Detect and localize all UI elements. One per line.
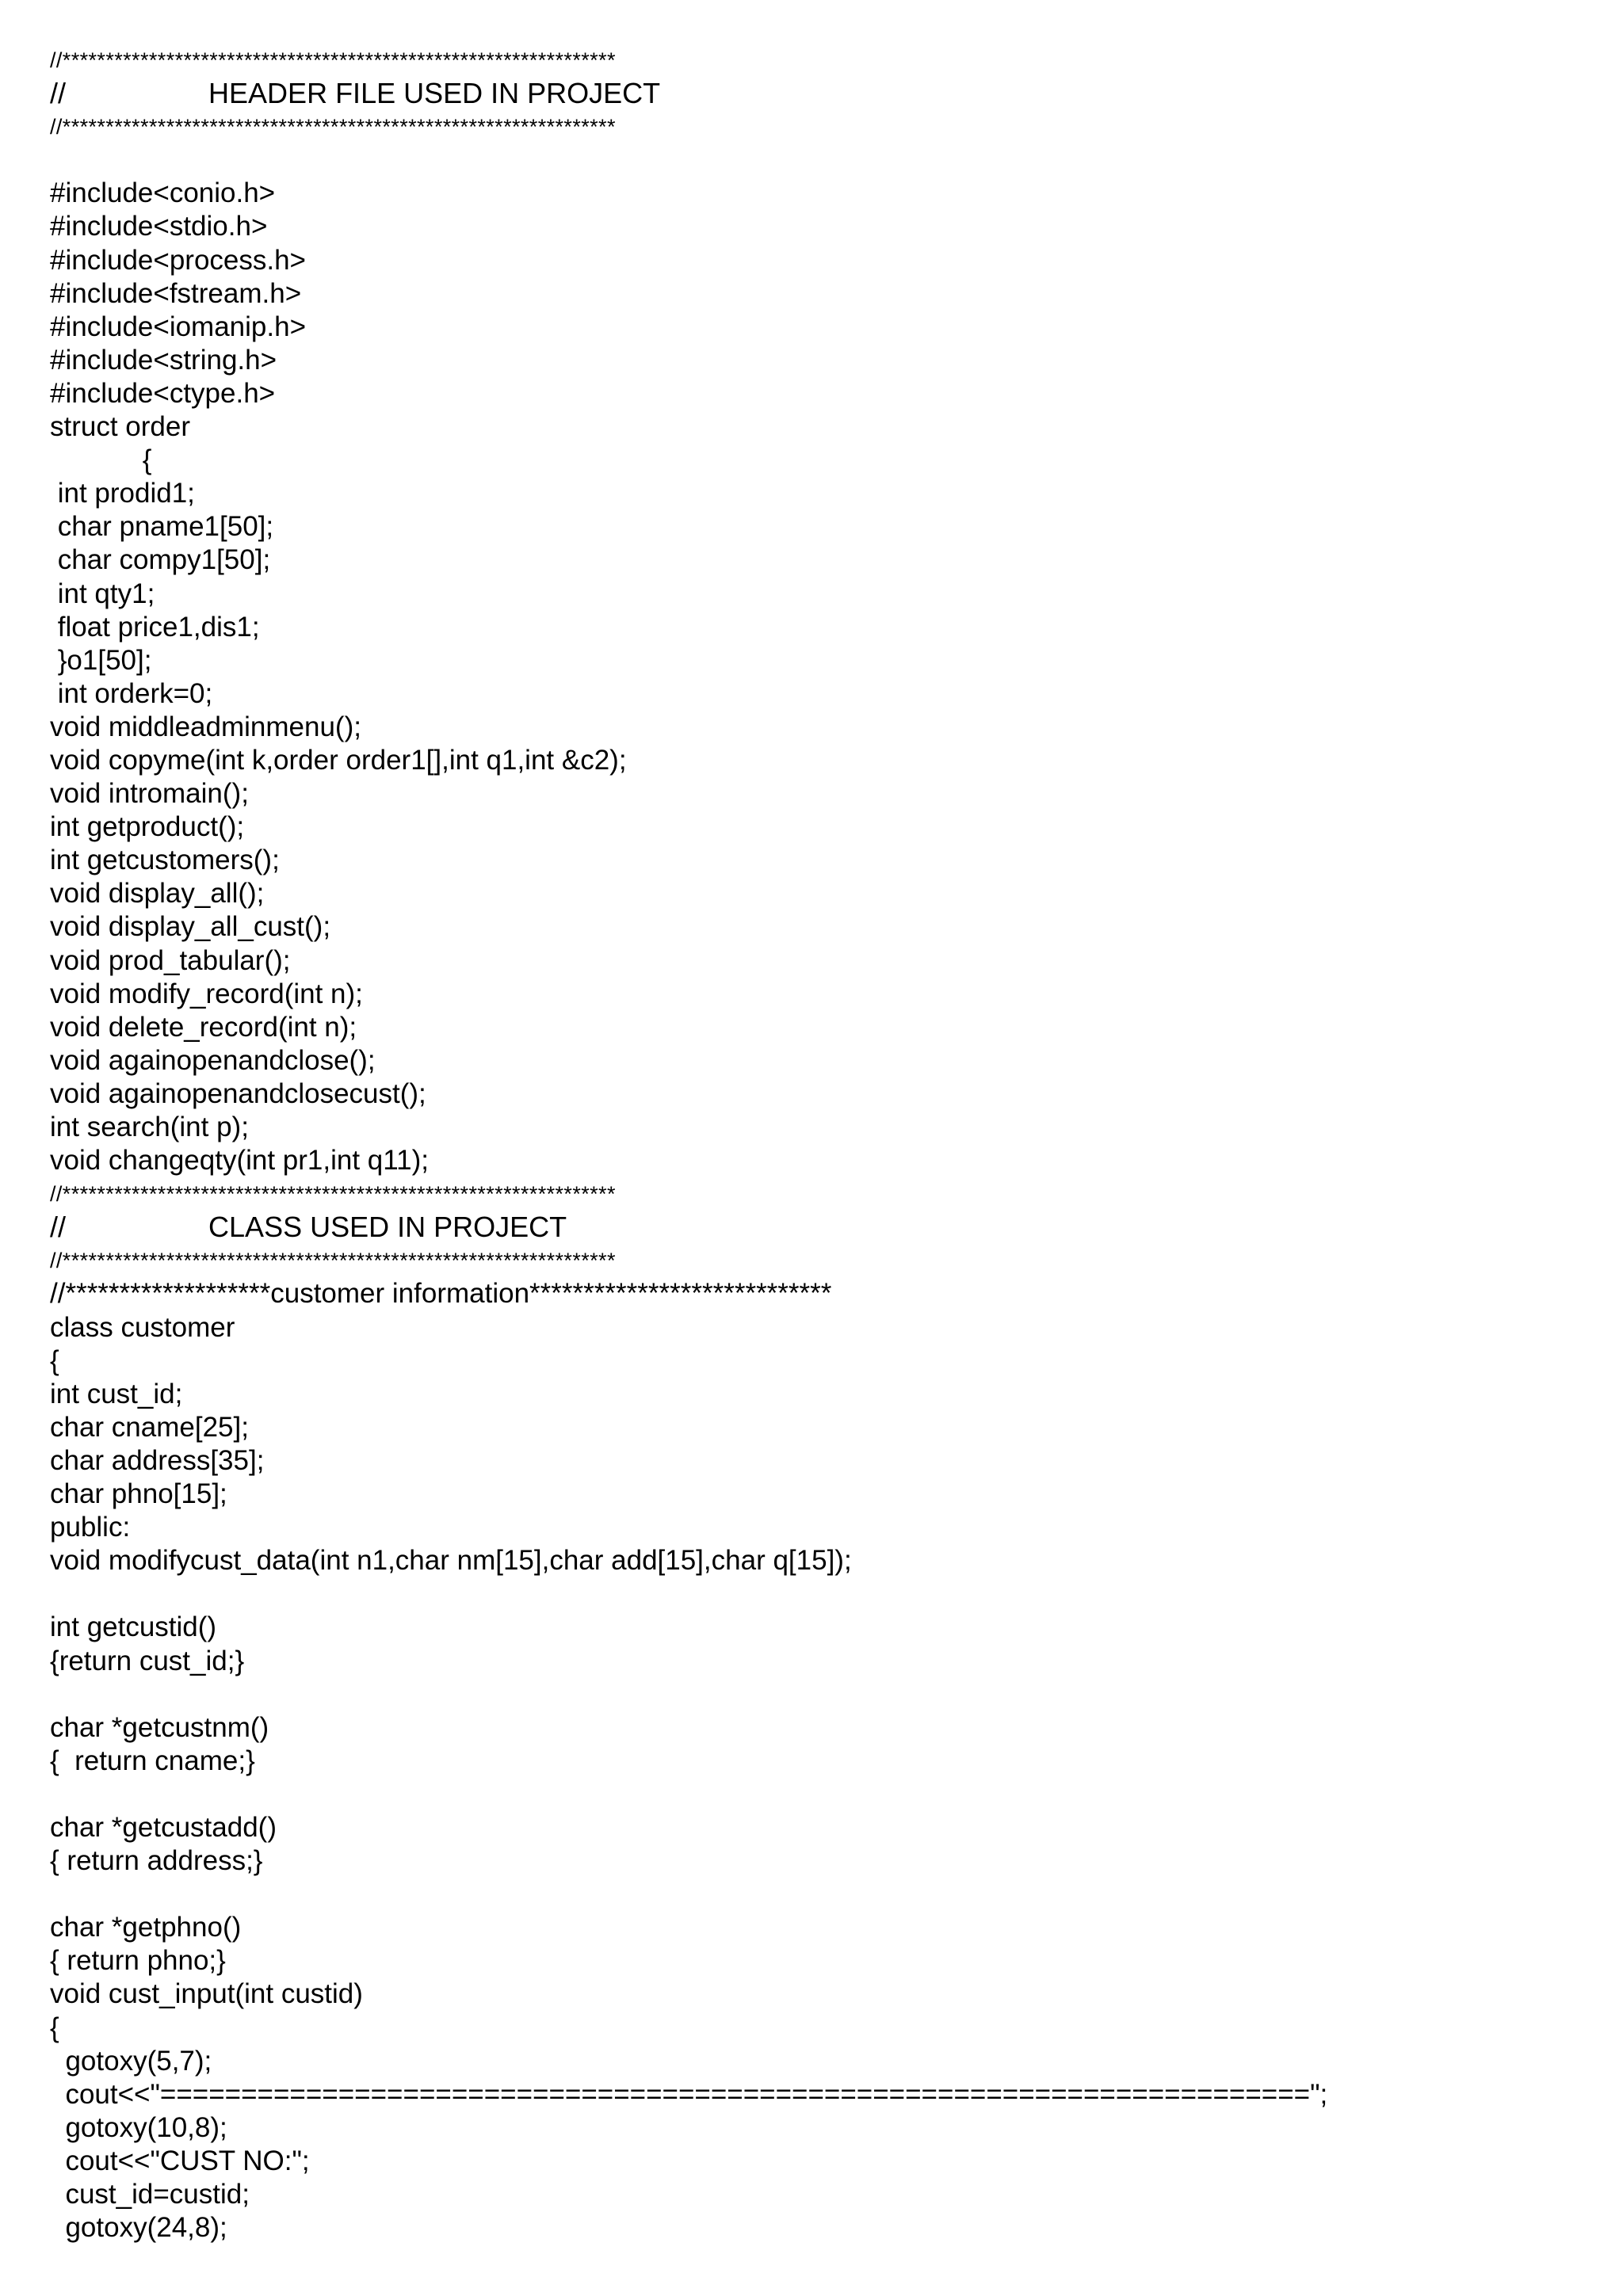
code-line: cust_id=custid; — [50, 2179, 250, 2210]
comment-divider-line: //**************************************************************** — [50, 115, 616, 139]
code-line: float price1,dis1; — [50, 611, 260, 643]
code-line: {return cust_id;} — [50, 1645, 245, 1676]
code-line: class customer — [50, 1311, 235, 1343]
code-line: int prodid1; — [50, 478, 195, 509]
code-line: char address[35]; — [50, 1444, 265, 1476]
blank-line — [50, 1778, 1587, 1811]
blank-line — [50, 1678, 1587, 1711]
code-line: int search(int p); — [50, 1112, 249, 1142]
code-line: int qty1; — [50, 578, 155, 609]
code-line: void changeqty(int pr1,int q11); — [50, 1145, 429, 1177]
code-line: void intromain(); — [50, 778, 249, 810]
code-line: int orderk=0; — [50, 677, 213, 709]
code-line: char *getphno() — [50, 1912, 242, 1943]
code-line: void display_all_cust(); — [50, 911, 331, 943]
code-line: { return address;} — [50, 1845, 263, 1877]
blank-line — [50, 1577, 1587, 1611]
comment-divider-line: //**************************************************************** — [50, 48, 616, 72]
code-line: char compy1[50]; — [50, 544, 271, 576]
code-line: void delete_record(int n); — [50, 1011, 357, 1043]
code-line: #include<fstream.h> — [50, 277, 302, 309]
code-line: char *getcustadd() — [50, 1811, 277, 1843]
code-line: cout<<"CUST NO:"; — [50, 2145, 310, 2176]
source-code-listing — [50, 44, 1587, 2245]
code-line: { — [50, 1344, 59, 1376]
code-line: #include<process.h> — [50, 244, 306, 276]
code-line: { — [50, 444, 152, 476]
code-line: int getcustid() — [50, 1611, 217, 1643]
code-line: int getproduct(); — [50, 811, 245, 843]
code-line: { return cname;} — [50, 1745, 255, 1776]
code-line: public: — [50, 1512, 131, 1543]
code-line: void display_all(); — [50, 878, 265, 910]
code-line: void againopenandclose(); — [50, 1044, 376, 1076]
code-line: { — [50, 2012, 59, 2043]
code-line: void modifycust_data(int n1,char nm[15],char add[15],char q[15]); — [50, 1545, 852, 1577]
code-line: { return phno;} — [50, 1945, 226, 1977]
code-line: gotoxy(5,7); — [50, 2045, 212, 2077]
code-line: void cust_input(int custid) — [50, 1978, 363, 2010]
code-line: char *getcustnm() — [50, 1711, 269, 1743]
code-line: //*******************customer information**************************** — [50, 1278, 832, 1310]
code-line: #include<conio.h> — [50, 177, 276, 209]
code-line: }o1[50]; — [50, 644, 152, 676]
code-line: #include<string.h> — [50, 344, 277, 376]
code-line: void middleadminmenu(); — [50, 711, 361, 742]
code-line: #include<stdio.h> — [50, 211, 268, 242]
code-line: void modify_record(int n); — [50, 978, 363, 1009]
code-line: char cname[25]; — [50, 1411, 249, 1443]
code-line: char pname1[50]; — [50, 511, 274, 543]
code-line: void againopenandclosecust(); — [50, 1077, 426, 1109]
code-line: #include<ctype.h> — [50, 377, 276, 409]
code-line: int getcustomers(); — [50, 845, 280, 876]
code-line: #include<iomanip.h> — [50, 311, 307, 342]
code-line: int cust_id; — [50, 1378, 183, 1409]
code-line: gotoxy(10,8); — [50, 2111, 227, 2143]
code-line: cout<<"======================================================================="; — [50, 2078, 1328, 2110]
section-heading-comment: // CLASS USED IN PROJECT — [50, 1211, 567, 1244]
code-line: gotoxy(24,8); — [50, 2212, 227, 2244]
blank-line — [50, 1878, 1587, 1911]
code-line: struct order — [50, 411, 190, 443]
comment-divider-line: //**************************************************************** — [50, 1182, 616, 1207]
code-line: char phno[15]; — [50, 1478, 227, 1510]
comment-divider-line: //**************************************************************** — [50, 1249, 616, 1273]
code-line: void copyme(int k,order order1[],int q1,int &c2); — [50, 744, 627, 776]
blank-line — [50, 143, 1587, 177]
code-line: void prod_tabular(); — [50, 944, 291, 976]
section-heading-comment: // HEADER FILE USED IN PROJECT — [50, 77, 661, 110]
